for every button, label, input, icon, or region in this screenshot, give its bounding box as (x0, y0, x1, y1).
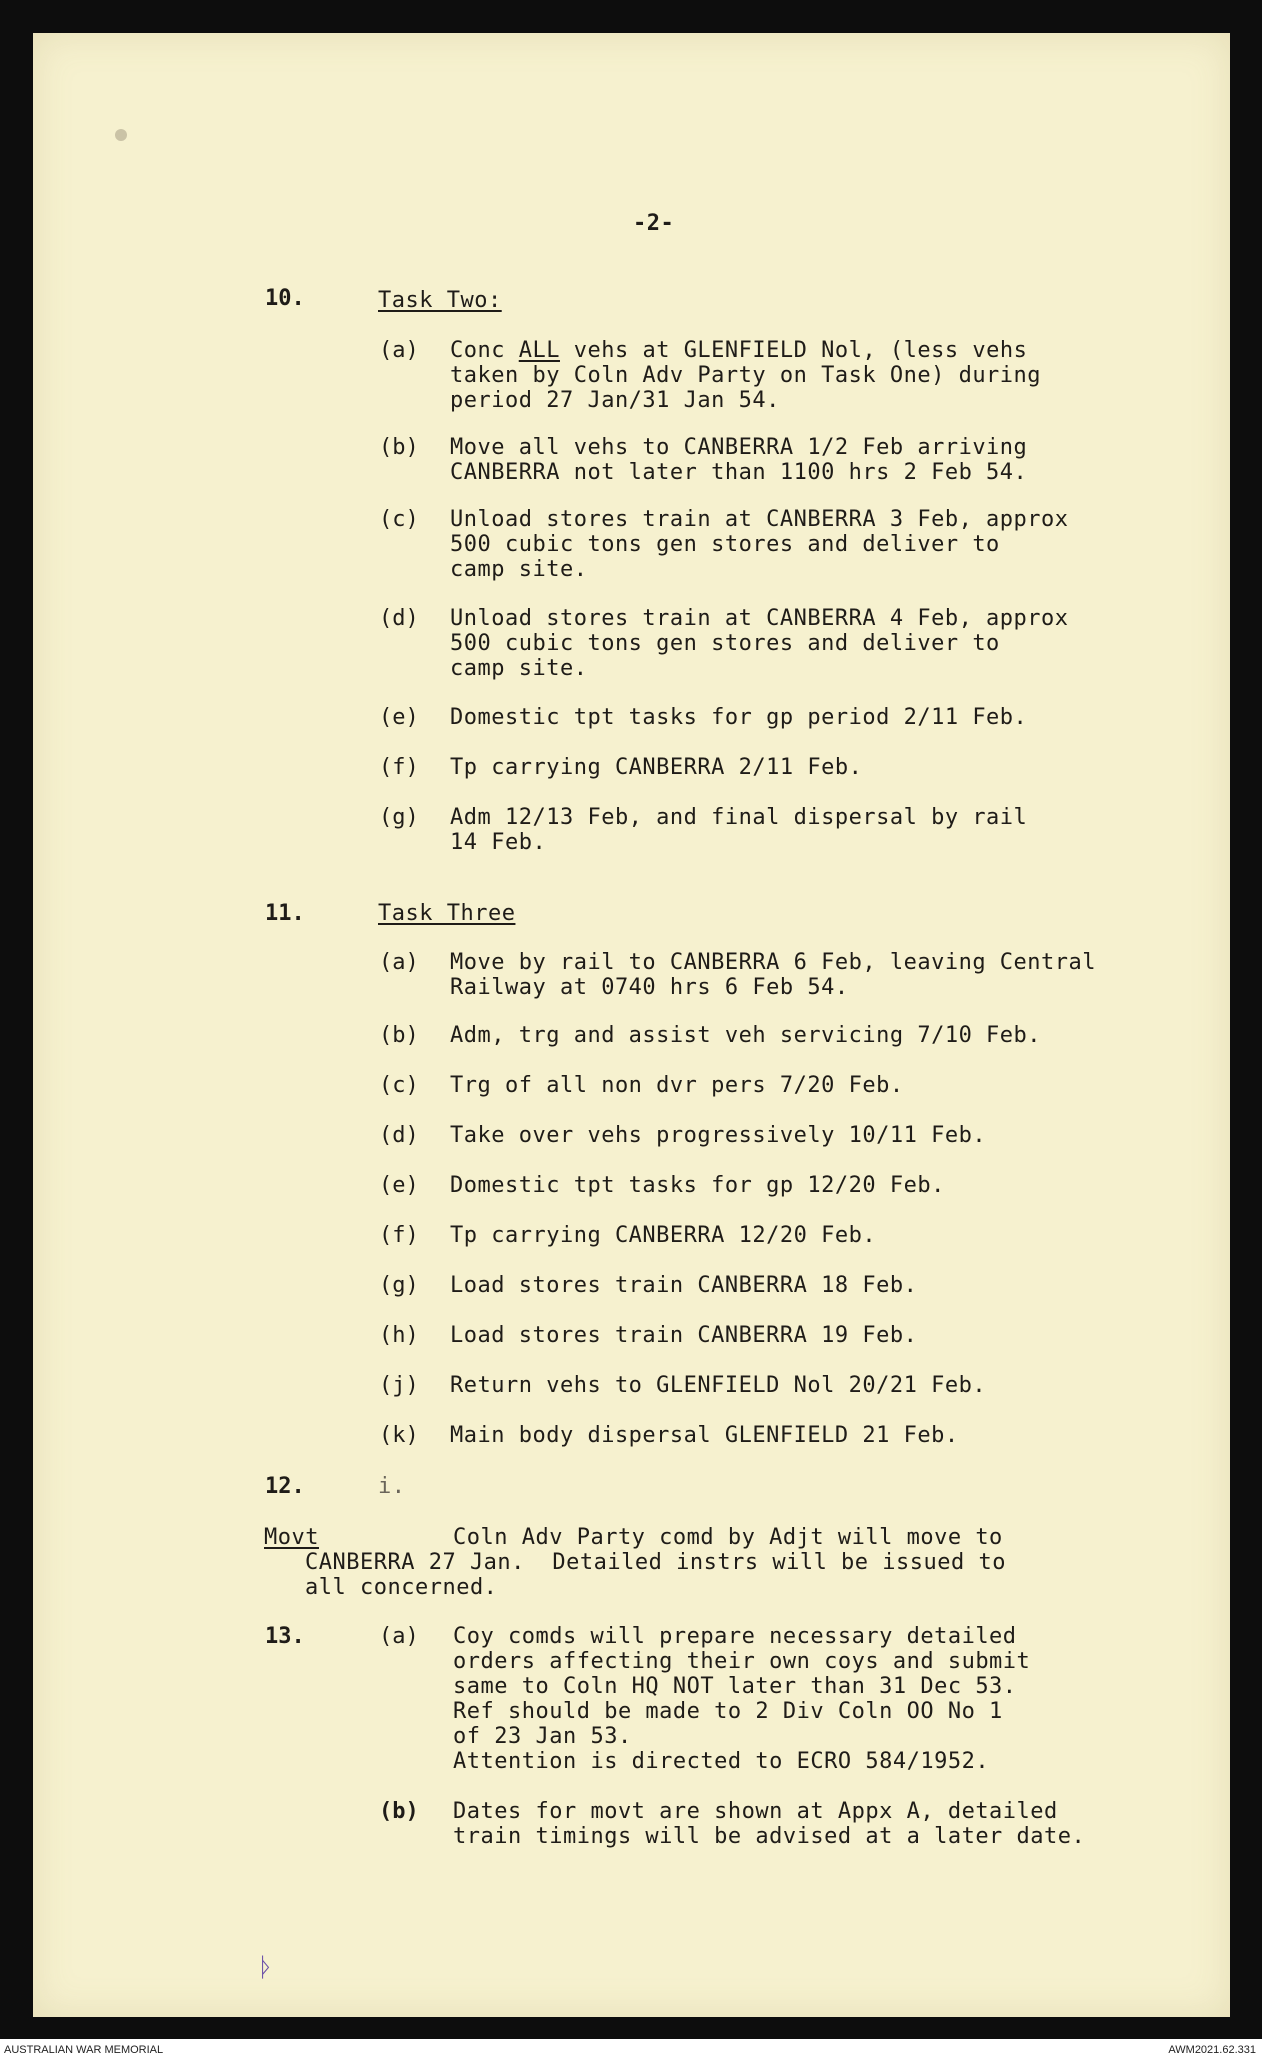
item-11k-line-1: Main body dispersal GLENFIELD 21 Feb. (450, 1423, 959, 1448)
item-13b-label: (b) (379, 1799, 419, 1824)
item-10c-line-3: camp site. (450, 557, 588, 582)
item-10b-line-1: Move all vehs to CANBERRA 1/2 Feb arriving (450, 435, 1028, 460)
section-11-number: 11. (265, 901, 305, 926)
item-10f-line-1: Tp carrying CANBERRA 2/11 Feb. (450, 755, 863, 780)
item-10a-label: (a) (379, 338, 419, 363)
item-13b-line-2: train timings will be advised at a later date. (453, 1824, 1086, 1849)
section-12-line-1: Coln Adv Party comd by Adjt will move to (453, 1525, 1003, 1550)
item-13b-line-1: Dates for movt are shown at Appx A, detailed (453, 1799, 1058, 1824)
item-11e-line-1: Domestic tpt tasks for gp 12/20 Feb. (450, 1173, 945, 1198)
item-11a-line-2: Railway at 0740 hrs 6 Feb 54. (450, 975, 849, 1000)
item-10b-line-2: CANBERRA not later than 1100 hrs 2 Feb 54. (450, 460, 1028, 485)
item-10b-label: (b) (379, 435, 419, 460)
item-11j-label: (j) (379, 1373, 419, 1398)
item-10g-line-2: 14 Feb. (450, 830, 547, 855)
item-13a-line-6: Attention is directed to ECRO 584/1952. (453, 1749, 990, 1774)
page-number: -2- (633, 211, 675, 236)
item-13a-line-3: same to Coln HQ NOT later than 31 Dec 53. (453, 1674, 1017, 1699)
emphasis-all: ALL (518, 338, 560, 363)
item-11d-line-1: Take over vehs progressively 10/11 Feb. (450, 1123, 987, 1148)
item-10d-line-3: camp site. (450, 656, 588, 681)
footer-institution: AUSTRALIAN WAR MEMORIAL (4, 2044, 164, 2056)
item-11b-label: (b) (379, 1023, 419, 1048)
document-page (33, 33, 1230, 2017)
item-10d-line-2: 500 cubic tons gen stores and deliver to (450, 631, 1000, 656)
item-11c-label: (c) (379, 1073, 419, 1098)
item-11h-label: (h) (379, 1323, 419, 1348)
item-11a-line-1: Move by rail to CANBERRA 6 Feb, leaving Central (450, 950, 1097, 975)
item-10c-line-2: 500 cubic tons gen stores and deliver to (450, 532, 1000, 557)
item-11h-line-1: Load stores train CANBERRA 19 Feb. (450, 1323, 918, 1348)
item-10c-label: (c) (379, 507, 419, 532)
section-10-number: 10. (265, 286, 305, 311)
archive-footer (0, 2039, 1262, 2061)
item-13a-label: (a) (379, 1624, 419, 1649)
item-13a-line-5: of 23 Jan 53. (453, 1724, 632, 1749)
section-12-side-heading: Movt (264, 1525, 319, 1550)
item-11f-line-1: Tp carrying CANBERRA 12/20 Feb. (450, 1223, 877, 1248)
item-11j-line-1: Return vehs to GLENFIELD Nol 20/21 Feb. (450, 1373, 987, 1398)
footer-reference: AWM2021.62.331 (1168, 2044, 1256, 2056)
item-10f-label: (f) (379, 755, 419, 780)
item-10g-line-1: Adm 12/13 Feb, and final dispersal by rail (450, 805, 1028, 830)
punch-mark (115, 129, 127, 141)
item-10a-line-2: taken by Coln Adv Party on Task One) during (450, 363, 1042, 388)
item-10e-line-1: Domestic tpt tasks for gp period 2/11 Feb. (450, 705, 1028, 730)
item-10g-label: (g) (379, 805, 419, 830)
item-10e-label: (e) (379, 705, 419, 730)
section-12-mark: i. (378, 1474, 406, 1499)
section-10-heading: Task Two: (378, 288, 502, 313)
item-10a-line-3: period 27 Jan/31 Jan 54. (450, 388, 780, 413)
item-10c-line-1: Unload stores train at CANBERRA 3 Feb, approx (450, 507, 1069, 532)
handwritten-mark: ᚦ (258, 1953, 274, 1983)
item-10a-line-1: Conc ALL vehs at GLENFIELD Nol, (less vehs (450, 338, 1028, 363)
item-11e-label: (e) (379, 1173, 419, 1198)
item-10d-line-1: Unload stores train at CANBERRA 4 Feb, approx (450, 606, 1069, 631)
item-11g-label: (g) (379, 1273, 419, 1298)
section-11-heading: Task Three (378, 901, 516, 926)
item-11k-label: (k) (379, 1423, 419, 1448)
item-11b-line-1: Adm, trg and assist veh servicing 7/10 Feb. (450, 1023, 1042, 1048)
item-11g-line-1: Load stores train CANBERRA 18 Feb. (450, 1273, 918, 1298)
item-13a-line-2: orders affecting their own coys and submit (453, 1649, 1031, 1674)
item-13a-line-1: Coy comds will prepare necessary detailed (453, 1624, 1017, 1649)
item-11a-label: (a) (379, 950, 419, 975)
item-11f-label: (f) (379, 1223, 419, 1248)
item-11c-line-1: Trg of all non dvr pers 7/20 Feb. (450, 1073, 904, 1098)
section-12-number: 12. (265, 1474, 305, 1499)
item-11d-label: (d) (379, 1123, 419, 1148)
section-13-number: 13. (265, 1624, 305, 1649)
item-13a-line-4: Ref should be made to 2 Div Coln OO No 1 (453, 1699, 1003, 1724)
section-12-line-2: CANBERRA 27 Jan. Detailed instrs will be issued to (305, 1550, 1007, 1575)
item-10d-label: (d) (379, 606, 419, 631)
section-12-line-3: all concerned. (305, 1575, 498, 1600)
